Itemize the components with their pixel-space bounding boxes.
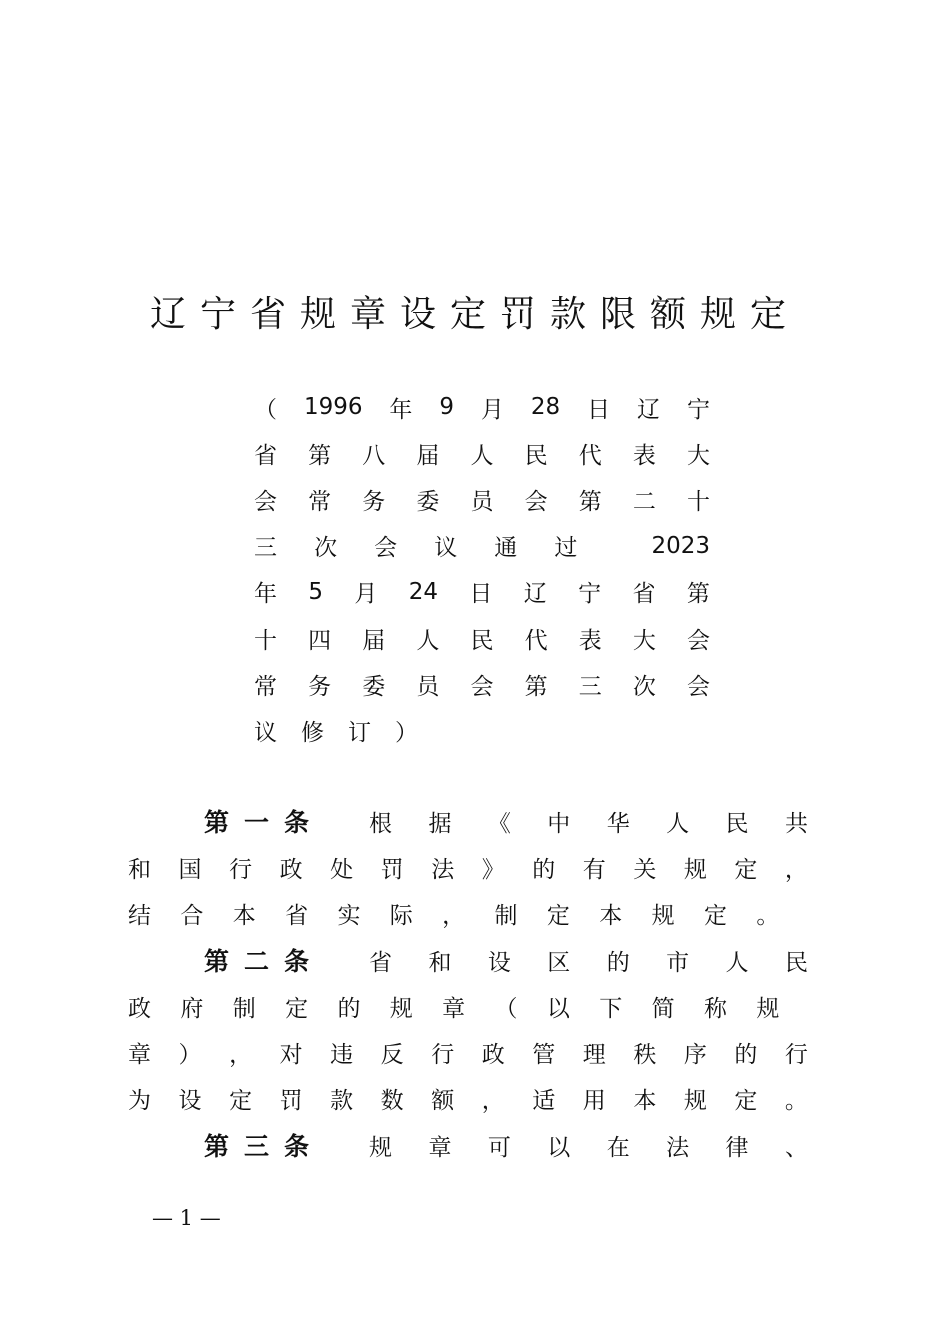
preamble-char: 大 — [687, 442, 710, 469]
article-char: 人 — [666, 810, 690, 837]
preamble-char: 5 — [308, 578, 324, 605]
article-char: 律 — [725, 1134, 749, 1161]
preamble-char: 代 — [524, 627, 548, 654]
article-char: 反 — [380, 1042, 404, 1069]
preamble-char: 次 — [632, 673, 656, 700]
preamble-char: 第 — [686, 581, 710, 608]
article-char: 额 — [431, 1088, 455, 1115]
preamble-char: 议 — [254, 719, 277, 746]
article-char: 称 — [703, 995, 727, 1022]
preamble-char: 2023 — [651, 532, 710, 559]
preamble-char: 常 — [308, 488, 332, 515]
article-char: 可 — [487, 1134, 511, 1161]
preamble-char: 宁 — [578, 581, 602, 608]
article-char: 省 — [285, 903, 309, 930]
preamble-line — [254, 661, 710, 707]
article-char: 理 — [582, 1042, 606, 1069]
preamble-char: 八 — [362, 442, 386, 469]
preamble-char: 24 — [408, 578, 439, 605]
article-char: 市 — [666, 949, 690, 976]
article-char: 为 — [128, 1088, 151, 1115]
preamble-char: 大 — [632, 627, 656, 654]
article-char: 国 — [178, 856, 202, 883]
preamble-char: 会 — [254, 488, 277, 515]
preamble-char: 三 — [254, 535, 277, 562]
preamble-char: 第 — [524, 673, 548, 700]
preamble-line — [254, 707, 710, 753]
article-char: 对 — [279, 1042, 303, 1069]
preamble-char: 日 — [469, 581, 493, 608]
preamble-line — [254, 523, 710, 569]
preamble-char: ） — [395, 719, 418, 746]
article-char: 定 — [229, 1088, 253, 1115]
article-char: 际 — [389, 903, 413, 930]
preamble-char: 会 — [374, 535, 398, 562]
article-char: 的 — [337, 995, 361, 1022]
preamble-char: 月 — [480, 396, 504, 423]
preamble-char: （ — [254, 396, 277, 423]
article-char: 的 — [734, 1042, 758, 1069]
preamble-line — [254, 615, 710, 661]
article-char: ， — [784, 856, 808, 883]
preamble-char: 委 — [362, 673, 386, 700]
preamble-line — [254, 476, 710, 522]
article-first-line — [128, 1122, 808, 1168]
article-char: 据 — [428, 810, 452, 837]
preamble-char: 会 — [687, 673, 710, 700]
preamble-char: 第 — [578, 488, 602, 515]
article-char: 《 — [487, 810, 511, 837]
preamble-char: 民 — [524, 442, 548, 469]
article-char: 章 — [128, 1042, 151, 1069]
article-char: 简 — [651, 995, 675, 1022]
article-char: 法 — [666, 1134, 690, 1161]
article-char: 根 — [369, 810, 393, 837]
article-char: 本 — [232, 903, 256, 930]
article-char: 罚 — [380, 856, 404, 883]
preamble-char: 人 — [416, 627, 440, 654]
article-line — [128, 844, 808, 890]
article-char: 罚 — [279, 1088, 303, 1115]
preamble-char: 代 — [578, 442, 602, 469]
preamble-char: 第 — [308, 442, 332, 469]
preamble-char: 务 — [308, 673, 332, 700]
article-char: 制 — [494, 903, 518, 930]
article-char: 有 — [582, 856, 606, 883]
article-first-line — [128, 798, 808, 844]
preamble-char: 辽 — [637, 396, 661, 423]
preamble-char: 9 — [439, 394, 454, 421]
article-first-text — [369, 805, 808, 838]
article-char: ， — [442, 903, 466, 930]
preamble-char: 表 — [578, 627, 602, 654]
article-char: 秩 — [633, 1042, 657, 1069]
article-char: 下 — [599, 995, 623, 1022]
article-char: 》 — [481, 856, 505, 883]
article-char: 实 — [337, 903, 361, 930]
preamble-char: 宁 — [686, 396, 710, 423]
article-char: 行 — [784, 1042, 808, 1069]
article-line — [128, 1076, 808, 1122]
preamble-char: 二 — [632, 488, 656, 515]
article-char: 以 — [546, 995, 570, 1022]
preamble-block — [254, 384, 710, 754]
article-char: ） — [178, 1042, 202, 1069]
article-char: 。 — [756, 903, 780, 930]
article-char: 省 — [369, 949, 393, 976]
article-char: 数 — [380, 1088, 404, 1115]
article-char: 在 — [606, 1134, 630, 1161]
article-char: 。 — [784, 1088, 808, 1115]
articles-block — [128, 798, 808, 1168]
page-number: — 1 — — [152, 1206, 221, 1230]
article-char: 民 — [725, 810, 749, 837]
preamble-char: 会 — [524, 488, 548, 515]
article-char: 序 — [683, 1042, 707, 1069]
preamble-char: 民 — [470, 627, 494, 654]
preamble-char: 过 — [554, 535, 578, 562]
article-line — [128, 983, 779, 1029]
preamble-char: 员 — [470, 488, 494, 515]
article-char: 规 — [389, 995, 413, 1022]
article-char: 规 — [369, 1134, 393, 1161]
article-char: 定 — [703, 903, 727, 930]
preamble-char: 1996 — [303, 394, 363, 421]
article-char: 定 — [734, 856, 758, 883]
preamble-char: 年 — [254, 581, 277, 608]
article-char: 结 — [128, 903, 151, 930]
preamble-char: 省 — [632, 581, 656, 608]
article-char: 设 — [178, 1088, 202, 1115]
article-char: 区 — [547, 949, 571, 976]
preamble-char: 年 — [389, 396, 413, 423]
article-char: 政 — [481, 1042, 505, 1069]
article-char: 定 — [734, 1088, 758, 1115]
article-char: 定 — [546, 903, 570, 930]
preamble-char: 表 — [632, 442, 656, 469]
article-heading: 第二条 — [204, 947, 325, 977]
article-char: 规 — [756, 995, 780, 1022]
preamble-char: 常 — [254, 673, 277, 700]
preamble-line — [254, 430, 710, 476]
article-char: 、 — [784, 1134, 808, 1161]
article-char: 违 — [330, 1042, 354, 1069]
article-char: 中 — [547, 810, 571, 837]
article-char: 和 — [128, 856, 151, 883]
preamble-char: 务 — [362, 488, 386, 515]
article-char: 政 — [279, 856, 303, 883]
article-char: 的 — [532, 856, 556, 883]
article-char: 用 — [582, 1088, 606, 1115]
article-char: 关 — [633, 856, 657, 883]
preamble-char: 十 — [254, 627, 277, 654]
article-char: 规 — [683, 1088, 707, 1115]
article-char: 民 — [784, 949, 808, 976]
article-char: 法 — [431, 856, 455, 883]
article-line — [128, 891, 779, 937]
preamble-char: 人 — [470, 442, 494, 469]
article-char: 款 — [330, 1088, 354, 1115]
article-char: ， — [481, 1088, 505, 1115]
article-char: 处 — [330, 856, 354, 883]
preamble-char: 通 — [494, 535, 518, 562]
article-char: 规 — [651, 903, 675, 930]
preamble-char: 月 — [354, 581, 378, 608]
article-char: 和 — [428, 949, 452, 976]
article-heading: 第三条 — [204, 1132, 325, 1162]
article-char: 本 — [633, 1088, 657, 1115]
article-char: 共 — [784, 810, 808, 837]
article-char: 管 — [532, 1042, 556, 1069]
preamble-char: 届 — [362, 627, 386, 654]
article-char: 章 — [442, 995, 466, 1022]
article-char: ， — [229, 1042, 253, 1069]
article-char: 的 — [606, 949, 630, 976]
article-char: 合 — [180, 903, 204, 930]
preamble-char: 省 — [254, 442, 277, 469]
preamble-char: 订 — [348, 719, 371, 746]
preamble-char: 日 — [587, 396, 611, 423]
article-char: 府 — [180, 995, 204, 1022]
preamble-char: 三 — [578, 673, 602, 700]
article-char: 行 — [229, 856, 253, 883]
preamble-char: 委 — [416, 488, 440, 515]
preamble-line — [254, 384, 710, 430]
preamble-char: 28 — [530, 394, 561, 421]
preamble-char: 届 — [416, 442, 440, 469]
preamble-char: 修 — [301, 719, 324, 746]
preamble-char: 十 — [687, 488, 710, 515]
article-char: 政 — [128, 995, 151, 1022]
article-char: 规 — [683, 856, 707, 883]
preamble-char: 四 — [308, 627, 332, 654]
article-char: 以 — [547, 1134, 571, 1161]
article-char: 章 — [428, 1134, 452, 1161]
article-char: 行 — [431, 1042, 455, 1069]
article-char: （ — [494, 995, 518, 1022]
article-first-line — [128, 937, 808, 983]
article-char: 设 — [487, 949, 511, 976]
article-first-text — [369, 944, 808, 977]
preamble-char: 辽 — [523, 581, 547, 608]
preamble-char: 议 — [434, 535, 458, 562]
article-char: 定 — [285, 995, 309, 1022]
preamble-line — [254, 569, 710, 615]
article-char: 华 — [606, 810, 630, 837]
article-heading: 第一条 — [204, 808, 325, 838]
article-char: 人 — [725, 949, 749, 976]
article-char: 本 — [599, 903, 623, 930]
article-line — [128, 1029, 808, 1075]
article-char: 制 — [232, 995, 256, 1022]
preamble-char: 会 — [687, 627, 710, 654]
document-title: 辽宁省规章设定罚款限额规定 — [150, 294, 801, 335]
preamble-char: 会 — [470, 673, 494, 700]
article-char: 适 — [532, 1088, 556, 1115]
article-first-text — [369, 1129, 808, 1162]
preamble-char: 次 — [314, 535, 338, 562]
preamble-char: 员 — [416, 673, 440, 700]
